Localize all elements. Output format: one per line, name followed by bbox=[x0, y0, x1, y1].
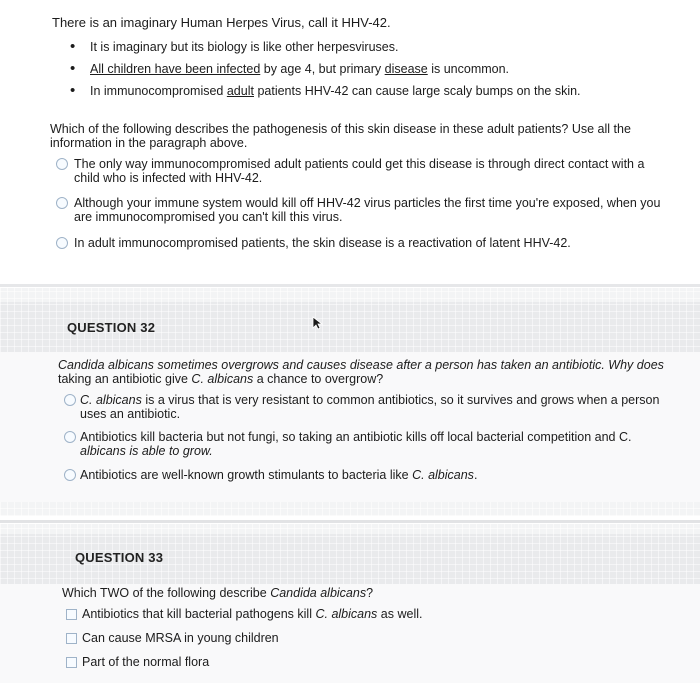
option-radio-b[interactable] bbox=[56, 197, 68, 209]
option-radio-c[interactable] bbox=[56, 237, 68, 249]
option-radio-b[interactable] bbox=[64, 431, 76, 443]
option-checkbox-a[interactable] bbox=[66, 609, 77, 620]
option-b-label[interactable]: Antibiotics kill bacteria but not fungi, so taking an antibiotic kills off local bacterial competition and C. albicans is able to grow. bbox=[80, 430, 632, 458]
question-prompt: Candida albicans sometimes overgrows and causes disease after a person has taken an antibiotic. Why does taking an antibiotic give C. albicans a chance to overgrow? bbox=[58, 358, 664, 386]
bullet-list bbox=[70, 36, 581, 102]
question-prompt: Which TWO of the following describe Candida albicans? bbox=[62, 586, 374, 600]
option-radio-a[interactable] bbox=[64, 394, 76, 406]
mouse-cursor-icon bbox=[312, 316, 324, 330]
option-a-label[interactable]: C. albicans is a virus that is very resistant to common antibiotics, so it survives and grows when a person uses an antibiotic. bbox=[80, 393, 660, 421]
section-divider bbox=[0, 520, 700, 523]
option-checkbox-c[interactable] bbox=[66, 657, 77, 668]
section-divider bbox=[0, 284, 700, 287]
question-prompt: Which of the following describes the pathogenesis of this skin disease in these adult patients? Use all the information in the paragraph above. bbox=[50, 122, 631, 150]
option-b-label[interactable]: Although your immune system would kill off HHV-42 virus particles the first time you're exposed, when you are immunocompromised you can't kill this virus. bbox=[74, 196, 661, 224]
option-checkbox-b[interactable] bbox=[66, 633, 77, 644]
option-c-label[interactable]: Part of the normal flora bbox=[82, 655, 210, 669]
question-title: QUESTION 33 bbox=[75, 550, 164, 565]
question-31 bbox=[0, 0, 700, 270]
option-c-label[interactable]: In adult immunocompromised patients, the skin disease is a reactivation of latent HHV-42. bbox=[74, 236, 571, 250]
option-a-label[interactable]: The only way immunocompromised adult patients could get this disease is through direct contact with a child who is infected with HHV-42. bbox=[74, 157, 645, 185]
question-title: QUESTION 32 bbox=[67, 320, 156, 335]
option-a-label[interactable]: Antibiotics that kill bacterial pathogens kill C. albicans as well. bbox=[82, 607, 423, 621]
bullet-item: • In immunocompromised adult patients HHV-42 can cause large scaly bumps on the skin. bbox=[70, 80, 581, 102]
option-radio-a[interactable] bbox=[56, 158, 68, 170]
option-b-label[interactable]: Can cause MRSA in young children bbox=[82, 631, 279, 645]
bullet-item: • It is imaginary but its biology is like other herpesviruses. bbox=[70, 36, 581, 58]
question-intro: There is an imaginary Human Herpes Virus, call it HHV-42. bbox=[52, 15, 391, 30]
bullet-item: • All children have been infected by age 4, but primary disease is uncommon. bbox=[70, 58, 581, 80]
option-radio-c[interactable] bbox=[64, 469, 76, 481]
question-32 bbox=[0, 288, 700, 516]
question-33 bbox=[0, 524, 700, 683]
option-c-label[interactable]: Antibiotics are well-known growth stimulants to bacteria like C. albicans. bbox=[80, 468, 478, 482]
